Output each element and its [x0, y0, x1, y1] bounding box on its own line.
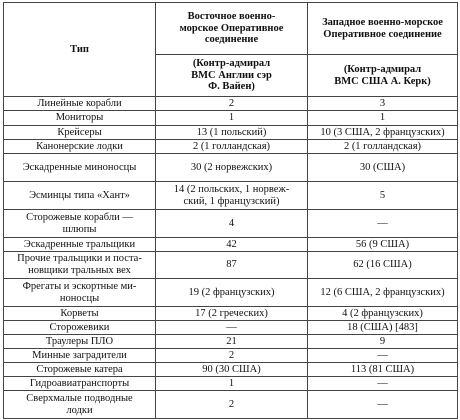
table-row	[4, 279, 458, 307]
east-value-cell: 21	[156, 335, 308, 349]
type-cell: Фрегаты и эскортные ми- ноносцы	[4, 279, 156, 307]
west-value-cell: 113 (81 США)	[308, 363, 458, 377]
type-cell: Траулеры ПЛО	[4, 335, 156, 349]
type-cell: Сверхмалые подводные лодки	[4, 391, 156, 419]
type-cell: Эскадренные тральщики	[4, 238, 156, 252]
east-value-cell: 1	[156, 111, 308, 126]
type-cell: Сторожевые корабли — шлюпы	[4, 210, 156, 238]
table-row	[4, 252, 458, 279]
table-row	[4, 335, 458, 349]
east-value-cell: 4	[156, 210, 308, 238]
east-value-cell: 1	[156, 377, 308, 391]
type-cell: Сторожевые катера	[4, 363, 156, 377]
type-cell: Сторожевики	[4, 321, 156, 335]
west-value-cell: 56 (9 США)	[308, 238, 458, 252]
east-value-cell: 2	[156, 349, 308, 363]
east-value-cell: 30 (2 норвежских)	[156, 154, 308, 182]
west-value-cell: —	[308, 391, 458, 419]
east-value-cell: 17 (2 греческих)	[156, 307, 308, 321]
header-row	[4, 3, 458, 55]
west-commander-header: (Контр-адмирал ВМС США А. Керк)	[308, 55, 458, 97]
west-value-cell: 62 (16 США)	[308, 252, 458, 279]
east-value-cell: 14 (2 польских, 1 норвеж- ский, 1 французский)	[156, 182, 308, 210]
west-value-cell: —	[308, 349, 458, 363]
table-row	[4, 97, 458, 111]
table-row	[4, 238, 458, 252]
west-value-cell: —	[308, 210, 458, 238]
east-value-cell: —	[156, 321, 308, 335]
table-row	[4, 377, 458, 391]
table-row	[4, 391, 458, 419]
type-cell: Эскадренные миноносцы	[4, 154, 156, 182]
type-cell: Эсминцы типа «Хант»	[4, 182, 156, 210]
type-column-header: Тип	[4, 3, 156, 97]
east-value-cell: 19 (2 французских)	[156, 279, 308, 307]
type-cell: Канонерские лодки	[4, 140, 156, 154]
type-cell: Крейсеры	[4, 126, 156, 140]
table-row	[4, 307, 458, 321]
west-value-cell: 1	[308, 111, 458, 126]
east-value-cell: 2	[156, 391, 308, 419]
west-value-cell: —	[308, 377, 458, 391]
west-value-cell: 30 (США)	[308, 154, 458, 182]
table-row	[4, 140, 458, 154]
east-value-cell: 42	[156, 238, 308, 252]
east-value-cell: 2 (1 голландская)	[156, 140, 308, 154]
table-row	[4, 363, 458, 377]
table-body	[4, 97, 458, 419]
type-cell: Линейные корабли	[4, 97, 156, 111]
type-cell: Прочие тральщики и поста- новщики тральных вех	[4, 252, 156, 279]
table-row	[4, 126, 458, 140]
east-value-cell: 13 (1 польский)	[156, 126, 308, 140]
west-force-header: Западное военно-морское Оперативное соединение	[308, 3, 458, 55]
west-value-cell: 5	[308, 182, 458, 210]
type-cell: Мониторы	[4, 111, 156, 126]
west-value-cell: 10 (3 США, 2 французских)	[308, 126, 458, 140]
ships-table	[3, 2, 458, 419]
west-value-cell: 9	[308, 335, 458, 349]
west-value-cell: 12 (6 США, 2 французских)	[308, 279, 458, 307]
table-row	[4, 182, 458, 210]
east-commander-header: (Контр-адмирал ВМС Англии сэр Ф. Вайен)	[156, 55, 308, 97]
table-row	[4, 349, 458, 363]
table-row	[4, 210, 458, 238]
type-cell: Корветы	[4, 307, 156, 321]
west-value-cell: 18 (США) [483]	[308, 321, 458, 335]
east-value-cell: 2	[156, 97, 308, 111]
east-force-header: Восточное военно- морское Оперативное соединение	[156, 3, 308, 55]
east-value-cell: 90 (30 США)	[156, 363, 308, 377]
east-value-cell: 87	[156, 252, 308, 279]
west-value-cell: 2 (1 голландская)	[308, 140, 458, 154]
type-cell: Минные заградители	[4, 349, 156, 363]
type-cell: Гидроавиатранспорты	[4, 377, 156, 391]
table-row	[4, 154, 458, 182]
west-value-cell: 3	[308, 97, 458, 111]
table-row	[4, 321, 458, 335]
west-value-cell: 4 (2 французских)	[308, 307, 458, 321]
table-row	[4, 111, 458, 126]
